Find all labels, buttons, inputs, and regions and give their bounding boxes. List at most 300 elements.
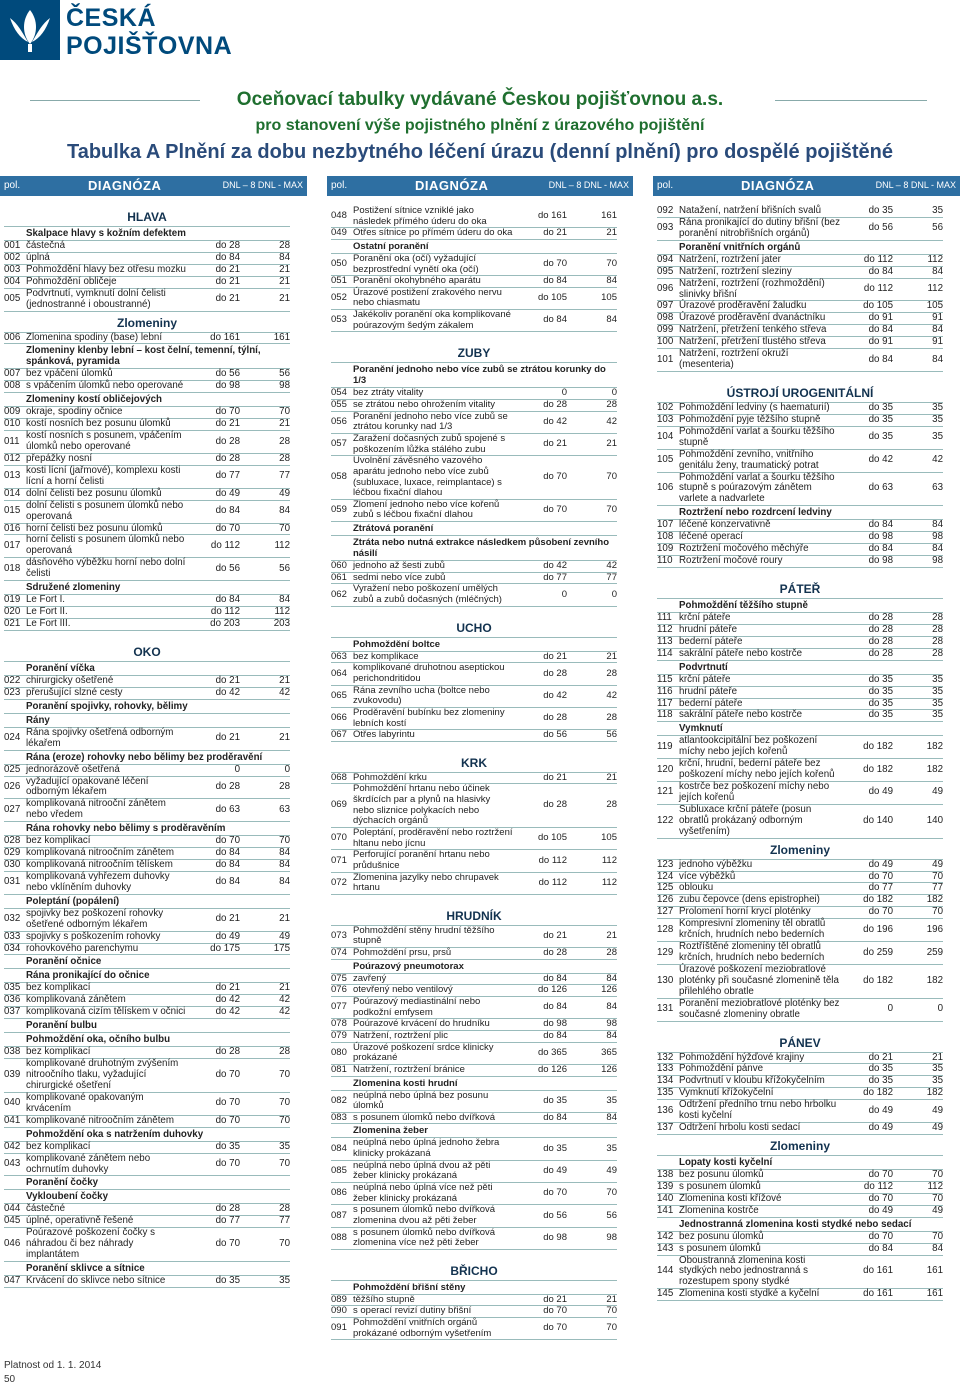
row-min: do 49: [215, 930, 240, 942]
row-diagnosis: Pohmoždění obličeje: [26, 275, 117, 287]
row-diagnosis: dolní čelisti bez posunu úlomků: [26, 487, 162, 499]
row-code: 054: [331, 387, 347, 399]
row-min: do 203: [210, 617, 240, 629]
row-max: 49: [279, 487, 290, 499]
row-max: 140: [926, 814, 943, 826]
row-min: do 49: [543, 1165, 567, 1177]
group-heading: Rána rohovky nebo bělimy s proděravěním: [4, 822, 290, 836]
row-diagnosis: Pohmoždění zevního, vnitřního genitálu ženy, traumatický potrat: [679, 448, 819, 471]
row-diagnosis: sedmi nebo více zubů: [353, 571, 446, 583]
table-row: [331, 850, 617, 872]
row-code: 108: [657, 531, 674, 543]
col-diagnoza-label: DIAGNÓZA: [415, 178, 489, 193]
row-diagnosis: kosti lícní (jařmové), komplexu kosti lícní a horní čelisti: [26, 464, 181, 487]
row-min: do 49: [215, 487, 240, 499]
row-min: do 84: [543, 972, 567, 984]
row-diagnosis: krční, hrudní, bederní páteře bez poškození míchy nebo jejích kořenů: [679, 758, 835, 781]
group-heading: Poranění čočky: [4, 1176, 290, 1190]
row-diagnosis: otevřený nebo ventilový: [353, 984, 453, 996]
row-code: 136: [657, 1104, 674, 1116]
row-max: 84: [279, 594, 290, 606]
row-code: 143: [657, 1242, 674, 1254]
row-max: 35: [932, 431, 943, 443]
row-diagnosis: dolní čelisti s posunem úlomků nebo operovaná: [26, 499, 184, 522]
row-min: do 49: [868, 1122, 893, 1134]
row-max: 21: [279, 293, 290, 305]
row-code: 107: [657, 519, 674, 531]
row-code: 073: [331, 930, 347, 942]
row-min: do 28: [215, 240, 240, 251]
row-diagnosis: Poúrazový mediastinální nebo podkožní emfysem: [353, 996, 481, 1018]
group-heading: Poranění sklivce a sítnice: [4, 1262, 290, 1276]
row-code: 104: [657, 431, 674, 443]
table-row: [331, 1031, 617, 1043]
table-row: [331, 1043, 617, 1065]
section-heading: HRUDNÍK: [331, 905, 617, 926]
table-column-2: [331, 206, 617, 1340]
group-heading: Pohmoždění oka, očního bulbu: [4, 1033, 290, 1047]
row-code: 097: [657, 300, 674, 312]
row-diagnosis: Natržení, přetržení tenkého střeva: [679, 324, 827, 336]
row-min: do 161: [863, 1288, 893, 1300]
row-min: do 28: [543, 667, 567, 679]
row-code: 135: [657, 1087, 674, 1099]
section-heading: ÚSTROJÍ UROGENITÁLNÍ: [657, 382, 943, 403]
row-code: 126: [657, 894, 674, 906]
group-heading: Poranění bulbu: [4, 1019, 290, 1033]
row-min: do 182: [863, 763, 893, 775]
row-code: 076: [331, 984, 347, 996]
row-max: 84: [606, 314, 617, 326]
row-min: do 70: [215, 522, 240, 534]
row-max: 42: [932, 454, 943, 466]
row-code: 061: [331, 571, 347, 583]
group-heading: Zlomeniny kostí obličejových: [4, 393, 290, 407]
table-row: [4, 1093, 290, 1116]
row-min: do 63: [215, 803, 240, 815]
row-min: do 49: [868, 858, 893, 870]
row-diagnosis: komplikované druhotnou aseptickou perichondritidou: [353, 662, 505, 684]
row-diagnosis: bez posunu úlomků: [679, 1230, 764, 1242]
row-code: 084: [331, 1142, 347, 1154]
row-diagnosis: Pohmoždění prsu, prsů: [353, 947, 452, 959]
table-row: [4, 289, 290, 312]
row-max: 35: [932, 401, 943, 413]
row-min: do 70: [543, 258, 567, 270]
row-diagnosis: Otřes sítnice po přímém úderu do oka: [353, 227, 513, 239]
row-diagnosis: zavřený: [353, 972, 387, 984]
row-diagnosis: komplikované druhotným zvýšením nitroočního tlaku, vyžadující chirurgické ošetření: [26, 1058, 179, 1092]
row-diagnosis: léčené operací: [679, 531, 743, 543]
row-min: do 70: [215, 1114, 240, 1126]
table-row: [4, 501, 290, 524]
row-code: 018: [4, 562, 21, 574]
row-min: do 196: [863, 923, 893, 935]
row-diagnosis: s posunem úlomků nebo dvířková: [353, 1111, 496, 1123]
row-diagnosis: Rána spojivky ošetřená odborným lékařem: [26, 726, 174, 749]
logo-line-1: ČESKÁ: [66, 4, 157, 32]
row-min: do 70: [543, 471, 567, 483]
row-min: do 63: [868, 482, 893, 494]
row-max: 35: [606, 1142, 617, 1154]
row-code: 145: [657, 1288, 674, 1300]
table-row: [331, 1205, 617, 1227]
section-heading: Zlomeniny: [657, 1135, 943, 1156]
row-code: 030: [4, 859, 21, 871]
row-code: 065: [331, 689, 347, 701]
row-code: 012: [4, 452, 21, 464]
table-row: [657, 675, 943, 687]
row-min: do 112: [863, 1180, 893, 1192]
row-diagnosis: těžšího stupně: [353, 1293, 415, 1305]
table-row: [4, 558, 290, 581]
row-max: 161: [926, 1288, 943, 1300]
row-max: 42: [279, 686, 290, 698]
row-max: 21: [279, 263, 290, 275]
row-diagnosis: sakrální páteře nebo kostrče: [679, 709, 803, 721]
row-min: do 70: [215, 1158, 240, 1170]
section-heading: Zlomeniny: [4, 312, 290, 333]
row-code: 051: [331, 275, 347, 287]
row-min: do 182: [863, 894, 893, 906]
row-max: 0: [611, 387, 617, 399]
row-diagnosis: Odtržení předního trnu nebo hrbolku kosti kyčelní: [679, 1099, 837, 1122]
row-diagnosis: neúplná nebo úplná dvou až pěti žeber klinicky prokázaná: [353, 1159, 491, 1182]
row-max: 42: [606, 416, 617, 427]
row-code: 069: [331, 799, 347, 811]
row-min: 0: [234, 763, 240, 775]
row-max: 196: [926, 923, 943, 935]
row-min: 0: [561, 387, 567, 399]
row-min: do 84: [215, 859, 240, 871]
group-heading: Ostatní poranění: [331, 240, 617, 254]
table-row: [657, 1289, 943, 1301]
row-code: 052: [331, 292, 347, 304]
row-diagnosis: Zlomenina kosti křížové: [679, 1192, 782, 1204]
row-max: 84: [606, 972, 617, 984]
row-code: 047: [4, 1275, 21, 1287]
row-code: 132: [657, 1051, 674, 1063]
row-max: 84: [932, 543, 943, 555]
row-max: 70: [606, 1322, 617, 1334]
row-max: 63: [932, 482, 943, 494]
row-code: 066: [331, 712, 347, 724]
table-row: [331, 206, 617, 228]
table-row: [4, 333, 290, 345]
table-row: [331, 1091, 617, 1113]
row-code: 102: [657, 401, 674, 413]
row-code: 121: [657, 786, 674, 798]
row-diagnosis: Zlomenina spodiny (base) lební: [26, 331, 163, 343]
row-min: do 84: [868, 519, 893, 531]
row-max: 105: [926, 300, 943, 312]
row-min: do 77: [215, 470, 240, 482]
row-min: do 84: [543, 275, 567, 287]
row-max: 21: [606, 930, 617, 942]
row-code: 128: [657, 923, 674, 935]
row-max: 84: [932, 324, 943, 336]
row-max: 28: [606, 947, 617, 959]
row-code: 087: [331, 1209, 347, 1221]
row-code: 118: [657, 709, 673, 721]
table-row: [657, 1244, 943, 1256]
row-max: 28: [932, 635, 943, 647]
row-code: 057: [331, 438, 347, 450]
row-min: do 175: [210, 942, 240, 954]
row-code: 079: [331, 1029, 347, 1041]
row-min: do 21: [215, 263, 240, 275]
row-min: do 77: [543, 571, 567, 583]
row-code: 014: [4, 487, 21, 499]
row-min: do 21: [868, 1051, 893, 1063]
table-row: [657, 999, 943, 1022]
col-pol-label: pol.: [4, 180, 21, 191]
row-code: 055: [331, 399, 347, 411]
row-max: 126: [601, 1063, 617, 1075]
row-max: 56: [932, 222, 943, 234]
row-min: do 126: [537, 984, 567, 996]
row-diagnosis: Natržení, roztržení okruží (mesenteria): [679, 348, 789, 371]
table-row: [657, 427, 943, 450]
row-max: 42: [279, 1006, 290, 1018]
row-diagnosis: Poúrazové poškození čočky s náhradou či bez náhrady implantátem: [26, 1227, 155, 1261]
row-max: 35: [932, 709, 943, 721]
row-max: 84: [932, 353, 943, 365]
table-row: [331, 434, 617, 456]
row-diagnosis: Pohmoždění krku: [353, 771, 427, 783]
row-diagnosis: částečné: [26, 1203, 66, 1215]
row-min: do 35: [868, 673, 893, 685]
row-code: 088: [331, 1231, 347, 1243]
row-max: 105: [601, 832, 617, 844]
row-diagnosis: chirurgicky ošetřené: [26, 674, 114, 686]
table-title: Tabulka A Plnění za dobu nezbytného léčení úrazu (denní plnění) pro dospělé pojištěné: [66, 141, 893, 163]
row-min: do 365: [537, 1046, 567, 1058]
group-heading: Poleptání (popálení): [4, 895, 290, 909]
row-code: 085: [331, 1165, 347, 1177]
row-max: 84: [932, 519, 943, 531]
row-code: 103: [657, 413, 674, 425]
row-code: 082: [331, 1094, 347, 1106]
row-min: do 70: [215, 406, 240, 418]
row-max: 70: [932, 1230, 943, 1242]
row-min: do 28: [215, 435, 240, 447]
row-code: 127: [657, 906, 674, 918]
row-min: 0: [887, 1003, 893, 1015]
row-code: 040: [4, 1097, 21, 1109]
row-diagnosis: úplná: [26, 251, 50, 263]
row-max: 21: [606, 1293, 617, 1305]
row-max: 70: [279, 835, 290, 847]
table-row: [657, 473, 943, 507]
row-max: 21: [279, 418, 290, 430]
row-code: 140: [657, 1192, 674, 1204]
row-min: do 21: [543, 438, 567, 450]
validity-date: Platnost od 1. 1. 2014: [4, 1360, 102, 1371]
row-max: 175: [273, 942, 290, 954]
row-diagnosis: komplikovaná vyhřezem duhovky nebo vklíněním duhovky: [26, 870, 170, 893]
row-min: do 28: [543, 399, 567, 411]
row-diagnosis: Pohmoždění varlat a šourku těžšího stupně: [679, 425, 835, 448]
row-diagnosis: bederní páteře: [679, 635, 743, 647]
row-min: do 84: [215, 505, 240, 517]
row-diagnosis: Roztržení močové roury: [679, 555, 783, 567]
row-min: do 42: [543, 560, 567, 572]
section-heading: ZUBY: [331, 342, 617, 363]
row-diagnosis: Poúrazové krvácení do hrudníku: [353, 1018, 490, 1030]
row-max: 161: [926, 1265, 943, 1277]
row-code: 001: [4, 240, 21, 251]
table-row: [657, 687, 943, 699]
row-code: 045: [4, 1215, 21, 1227]
row-code: 028: [4, 835, 21, 847]
row-min: do 105: [537, 292, 567, 304]
table-row: [4, 619, 290, 631]
row-diagnosis: Podvrtnutí, vymknutí dolní čelisti (jednostranné i oboustranné): [26, 287, 166, 310]
row-code: 004: [4, 275, 21, 287]
row-diagnosis: Zaražení dočasných zubů spojené s poškozením lůžka stálého zubu: [353, 432, 506, 455]
row-max: 84: [279, 251, 290, 263]
table-row: [331, 1228, 617, 1250]
row-diagnosis: Prolomení horní krycí ploténky: [679, 906, 811, 918]
table-row: [657, 637, 943, 649]
row-max: 112: [927, 283, 943, 295]
row-min: do 70: [215, 1069, 240, 1081]
table-row: [4, 1116, 290, 1128]
row-diagnosis: Uvolnění závěsného vazového aparátu jednoho nebo více zubů (subluxace, luxace, reimplantace) s léčbou fixační dlahou: [353, 455, 502, 499]
row-diagnosis: sakrální páteře nebo kostrče: [679, 647, 803, 659]
row-max: 28: [279, 240, 290, 251]
row-diagnosis: jednoho až šesti zubů: [353, 560, 445, 572]
col-diagnoza-label: DIAGNÓZA: [88, 178, 162, 193]
row-code: 043: [4, 1158, 21, 1170]
row-diagnosis: hrudní páteře: [679, 685, 738, 697]
row-diagnosis: Otřes labyrintu: [353, 729, 415, 741]
row-min: do 98: [868, 531, 893, 543]
row-code: 002: [4, 251, 21, 263]
row-min: do 126: [537, 1063, 567, 1075]
row-max: 70: [606, 471, 617, 483]
row-max: 21: [606, 227, 617, 239]
row-code: 029: [4, 847, 21, 859]
row-diagnosis: Krvácení do sklivce nebo sítnice: [26, 1275, 166, 1287]
table-row: [4, 381, 290, 393]
row-max: 35: [932, 1075, 943, 1087]
row-min: do 77: [868, 882, 893, 894]
table-row: [657, 965, 943, 999]
row-diagnosis: Pohmoždění hýžďové krajiny: [679, 1051, 805, 1063]
row-min: do 84: [215, 594, 240, 606]
column-header-1: [0, 176, 307, 196]
row-max: 84: [932, 1242, 943, 1254]
row-min: do 35: [868, 697, 893, 709]
row-max: 91: [932, 312, 943, 324]
row-code: 130: [657, 974, 674, 986]
row-diagnosis: bez vpáčení úlomků: [26, 368, 113, 380]
row-max: 49: [932, 786, 943, 798]
row-code: 115: [657, 673, 673, 685]
row-max: 70: [606, 258, 617, 270]
row-min: do 21: [215, 982, 240, 994]
section-heading: PÁNEV: [657, 1032, 943, 1053]
row-min: do 84: [868, 543, 893, 555]
row-diagnosis: komplikovaná nitroočním tělískem: [26, 859, 173, 871]
row-max: 28: [279, 435, 290, 447]
row-min: do 49: [868, 786, 893, 798]
row-code: 142: [657, 1230, 674, 1242]
row-min: do 70: [868, 906, 893, 918]
table-row: [331, 1138, 617, 1160]
row-diagnosis: Subluxace krční páteře (posun obratlů prokázaný odborným vyšetřením): [679, 803, 812, 837]
row-diagnosis: přepážky nosní: [26, 452, 93, 464]
row-diagnosis: Rána zevního ucha (boltce nebo zvukovodu): [353, 684, 490, 707]
row-min: do 42: [543, 416, 567, 427]
row-min: do 42: [215, 686, 240, 698]
row-diagnosis: Poranění jednoho nebo více zubů se ztrátou korunky nad 1/3: [353, 410, 508, 433]
row-min: do 21: [215, 732, 240, 744]
column-header-2: [327, 176, 633, 196]
section-heading: UCHO: [331, 617, 617, 638]
row-min: do 35: [868, 1075, 893, 1087]
row-min: do 84: [543, 1029, 567, 1041]
table-column-3: [657, 206, 943, 1301]
row-max: 70: [606, 1305, 617, 1317]
row-max: 28: [606, 799, 617, 811]
table-row: [4, 277, 290, 289]
row-min: do 21: [215, 275, 240, 287]
group-heading: Vykloubení čočky: [4, 1190, 290, 1204]
table-row: [331, 948, 617, 960]
row-code: 109: [657, 543, 674, 555]
table-row: [4, 489, 290, 501]
row-diagnosis: Podvrtnutí v kloubu křížokyčelním: [679, 1075, 825, 1087]
page-number: 50: [4, 1374, 16, 1385]
row-code: 013: [4, 470, 21, 482]
row-min: do 84: [543, 314, 567, 326]
row-min: do 112: [863, 283, 893, 295]
row-diagnosis: Rána pronikající do dutiny břišní (bez poranění nitrobřišních orgánů): [679, 216, 840, 239]
row-diagnosis: se ztrátou nebo ohrožením vitality: [353, 399, 496, 411]
row-max: 42: [606, 689, 617, 701]
row-max: 56: [279, 562, 290, 574]
row-min: do 84: [868, 324, 893, 336]
row-diagnosis: Zlomenina kosti stydké a kyčelní: [679, 1288, 820, 1300]
section-heading: PÁTEŘ: [657, 578, 943, 599]
table-row: [4, 872, 290, 895]
row-min: do 161: [210, 331, 240, 343]
row-max: 49: [606, 1165, 617, 1177]
row-max: 98: [279, 380, 290, 392]
row-min: do 84: [868, 353, 893, 365]
row-diagnosis: Kompresivní zlomeniny těl obratlů krčních, hrudních nebo bederních: [679, 918, 826, 941]
row-code: 008: [4, 380, 21, 392]
table-row: [331, 228, 617, 240]
table-row: [331, 1161, 617, 1183]
row-min: do 21: [543, 227, 567, 239]
col-dnl-label: DNL – 8 DNL - MAX: [222, 180, 303, 190]
row-code: 041: [4, 1114, 21, 1126]
group-heading: Pohmoždění těžšího stupně: [657, 599, 943, 613]
group-heading: Pohmoždění oka s natržením duhovky: [4, 1128, 290, 1142]
row-max: 28: [932, 611, 943, 623]
row-diagnosis: více výběžků: [679, 870, 736, 882]
row-diagnosis: atlantookcipitální bez poškození míchy nebo jejích kořenů: [679, 735, 818, 758]
row-max: 21: [279, 732, 290, 744]
row-diagnosis: s operací revizí dutiny břišní: [353, 1305, 472, 1317]
row-max: 35: [932, 413, 943, 425]
row-min: do 70: [868, 870, 893, 882]
table-row: [331, 500, 617, 522]
